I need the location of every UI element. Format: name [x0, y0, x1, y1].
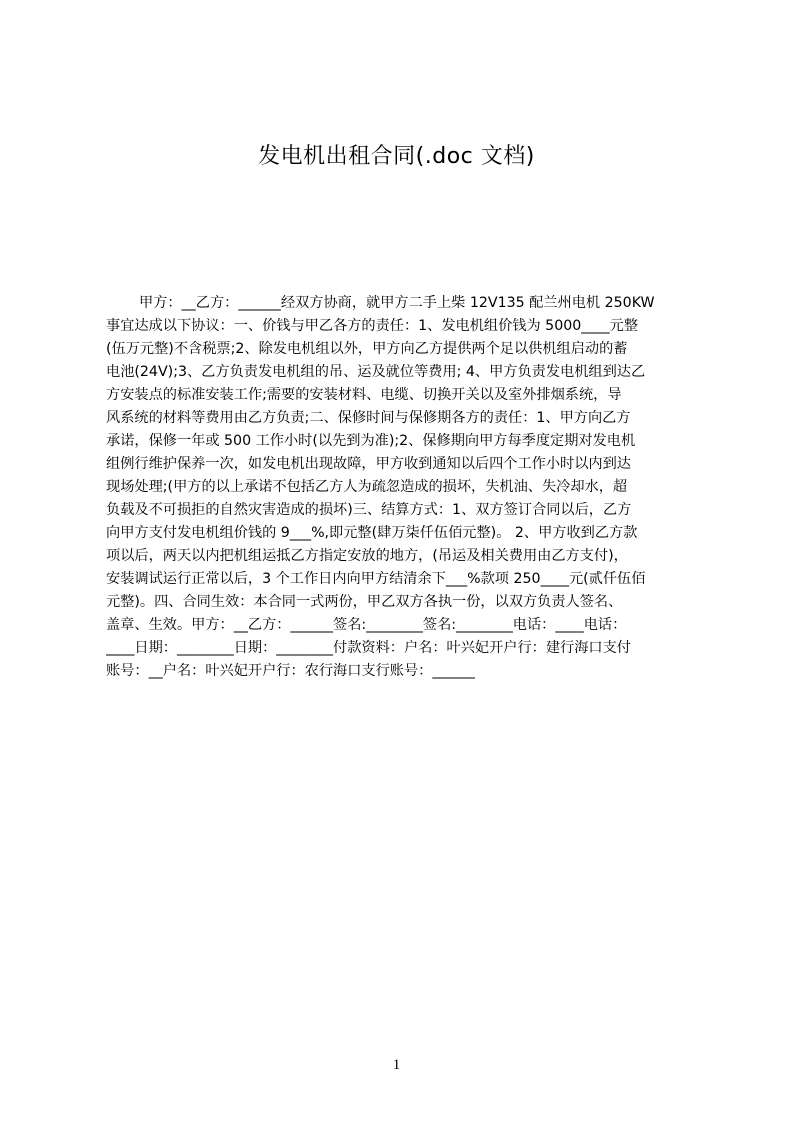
- body-line: (伍万元整)不含税票;2、除发电机组以外，甲方向乙方提供两个足以供机组启动的蓄: [106, 341, 628, 357]
- body-line: 现场处理;(甲方的以上承诺不包括乙方人为疏忽造成的损坏，失机油、失冷却水，超: [106, 479, 628, 495]
- body-line: 账号：__户名：叶兴妃开户行：农行海口支行账号：______: [106, 663, 475, 679]
- body-line: 负载及不可损拒的自然灾害造成的损坏)三、结算方式：1、双方签订合同以后，乙方: [106, 502, 632, 518]
- body-line: 安装调试运行正常以后，3 个工作日内向甲方结清余下___%款项 250____元(贰仟伍佰: [106, 571, 646, 587]
- body-line: 向甲方支付发电机组价钱的 9___%,即元整(肆万柒仟伍佰元整)。 2、甲方收到乙方款: [106, 525, 638, 541]
- page-number: 1: [392, 1057, 401, 1073]
- body-line: 盖章、生效。甲方：__乙方：______签名:________签名:________电话：____电话：: [106, 617, 627, 633]
- body-line: 电池(24V);3、乙方负责发电机组的吊、运及就位等费用; 4、甲方负责发电机组到达乙: [106, 364, 646, 380]
- contract-body: [106, 292, 698, 742]
- body-line: 项以后，两天以内把机组运抵乙方指定安放的地方，(吊运及相关费用由乙方支付)，: [106, 548, 628, 564]
- document-title: 发电机出租合同(.doc 文档): [258, 144, 535, 169]
- body-line: 元整)。四、合同生效：本合同一式两份，甲乙双方各执一份，以双方负责人签名、: [106, 594, 623, 610]
- body-line: 承诺，保修一年或 500 工作小时(以先到为准);2、保修期向甲方每季度定期对发电机: [106, 433, 636, 449]
- body-line: 方安装点的标准安装工作;需要的安装材料、电缆、切换开关以及室外排烟系统，导: [106, 387, 622, 403]
- body-line: 风系统的材料等费用由乙方负责;二、保修时间与保修期各方的责任：1、甲方向乙方: [106, 410, 631, 426]
- body-line: 事宜达成以下协议：一、价钱与甲乙各方的责任：1、发电机组价钱为 5000____元整: [106, 318, 639, 334]
- body-line: 组例行维护保养一次，如发电机出现故障，甲方收到通知以后四个工作小时以内到达: [106, 456, 631, 472]
- body-line: ____日期：________日期：________付款资料：户名：叶兴妃开户行：建行海口支付: [106, 640, 631, 656]
- body-line: 甲方：__乙方：______经双方协商，就甲方二手上柴 12V135 配兰州电机 250KW: [139, 295, 655, 311]
